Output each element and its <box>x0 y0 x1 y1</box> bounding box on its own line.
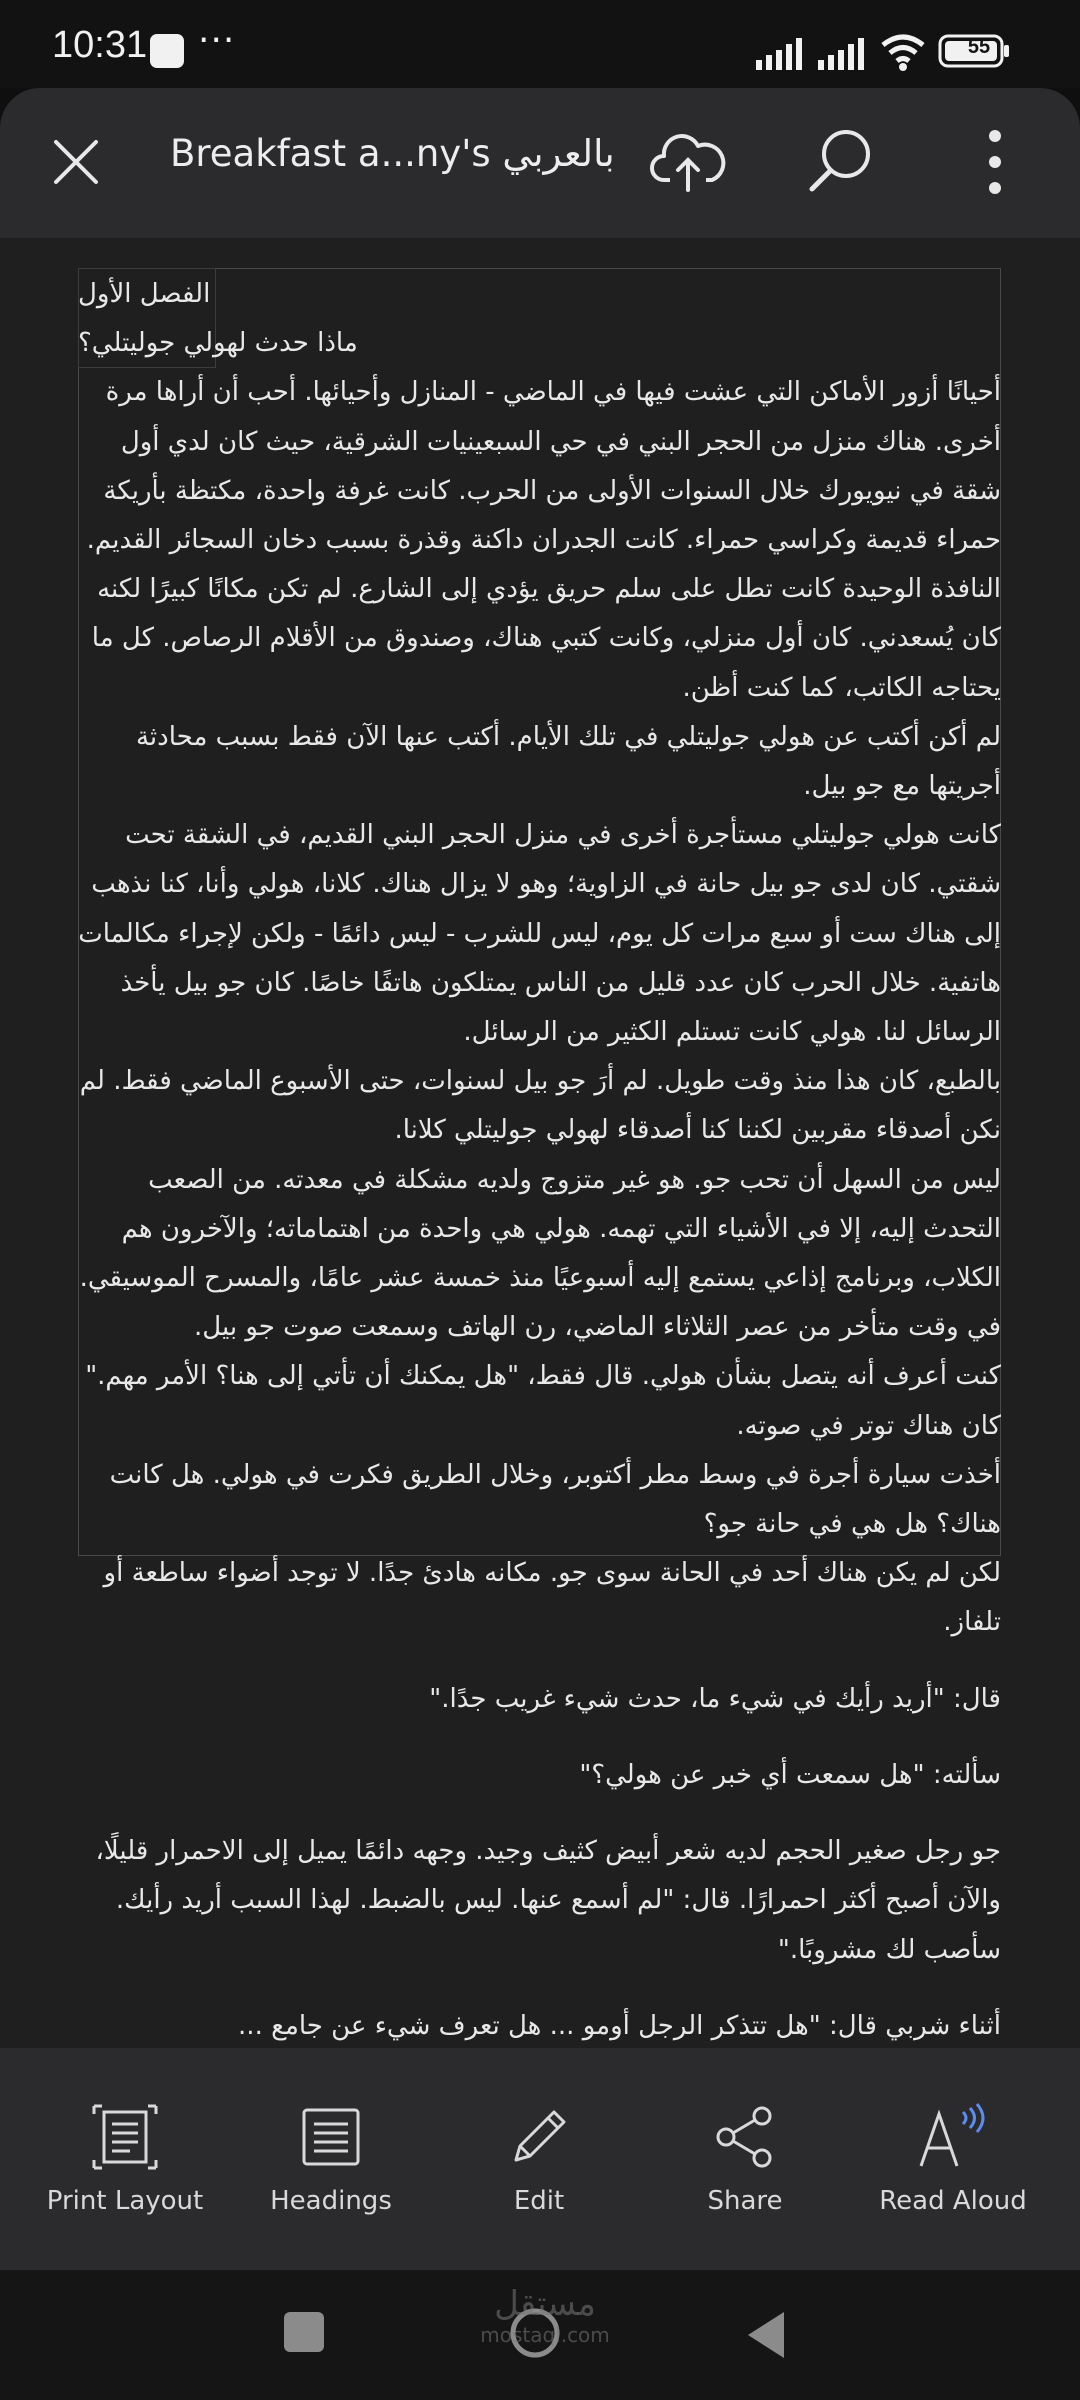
pencil-icon <box>506 2104 572 2170</box>
paragraph: أثناء شربي قال: "هل تتذكر الرجل أومو ... هل تعرف شيء عن جامع ... <box>238 2010 1001 2041</box>
wifi-icon <box>880 32 926 72</box>
paragraph: لم أكن أكتب عن هولي جوليتلي في تلك الأيام. أكتب عنها الآن فقط بسبب محادثة أجريتها مع جو بيل. <box>135 721 1001 802</box>
print-layout-button[interactable] <box>25 2104 225 2244</box>
paragraph: جو رجل صغير الحجم لديه شعر أبيض كثيف وجيد. وجهه دائمًا يميل إلى الاحمرار قليلًا، والآن أصبح أكثر احمرارًا. قال: "لم أسمع عنها. ليس بالضبط. لهذا السبب أريد رأيك. سأصب لك مشروبًا." <box>95 1836 1001 1965</box>
paragraph: قال: "أريد رأيك في شيء ما، حدث شيء غريب جدًا." <box>429 1683 1001 1714</box>
more-vert-icon[interactable] <box>980 128 1010 196</box>
paragraph: لكن لم يكن هناك أحد في الحانة سوى جو. مكانه هادئ جدًا. لا توجد أضواء ساطعة أو تلفاز. <box>103 1558 1001 1638</box>
back-button[interactable] <box>744 2310 788 2360</box>
cloud-upload-icon[interactable] <box>650 128 726 194</box>
recents-button[interactable] <box>284 2312 324 2352</box>
edit-label: Edit <box>513 2186 565 2216</box>
signal-icon <box>756 38 808 70</box>
share-button[interactable] <box>645 2104 845 2244</box>
read-aloud-button[interactable] <box>853 2104 1053 2244</box>
print-layout-label: Print Layout <box>46 2186 204 2216</box>
print-layout-icon <box>92 2104 158 2170</box>
document-content[interactable] <box>0 238 1080 2048</box>
edit-button[interactable] <box>439 2104 639 2244</box>
share-label: Share <box>707 2186 783 2216</box>
chapter-heading: الفصل الأول <box>78 279 211 309</box>
read-aloud-icon <box>915 2104 991 2170</box>
app-bar <box>0 88 1080 238</box>
status-time: 10:31 <box>52 24 148 66</box>
paragraph: في وقت متأخر من عصر الثلاثاء الماضي، رن الهاتف وسمعت صوت جو بيل. <box>194 1312 1001 1343</box>
watermark-logo: مستقل mostaql.com <box>480 2284 610 2347</box>
headings-icon <box>298 2104 364 2170</box>
paragraph: كنت أعرف أنه يتصل بشأن هولي. قال فقط، "هل يمكنك أن تأتي إلى هنا؟ الأمر مهم." كان هناك توتر في صوته. <box>85 1361 1001 1441</box>
search-icon[interactable] <box>806 126 876 196</box>
headings-button[interactable] <box>231 2104 431 2244</box>
read-aloud-label: Read Aloud <box>879 2186 1027 2216</box>
paragraph: سألته: "هل سمعت أي خبر عن هولي؟" <box>579 1759 1001 1790</box>
paragraph: بالطبع، كان هذا منذ وقت طويل. لم أرَ جو بيل لسنوات، حتى الأسبوع الماضي فقط. لم نكن أصدقاء مقربين لكننا كنا أصدقاء لهولي جوليتلي كلانا. <box>79 1066 1001 1146</box>
headings-label: Headings <box>270 2186 392 2216</box>
paragraph: ليس من السهل أن تحب جو. هو غير متزوج ولديه مشكلة في معدته. من الصعب التحدث إليه، إلا في الأشياء التي تهمه. هولي هي واحدة من اهتماماته؛ والآخرون هم الكلاب، وبرنامج إذاعي يستمع إليه أسبوعيًا منذ خمسة عشر عامًا، والمسرح الموسيقي. <box>79 1164 1001 1294</box>
notification-app-icon <box>150 34 184 68</box>
bottom-toolbar <box>0 2048 1080 2270</box>
status-bar <box>0 0 1080 88</box>
more-notifications-icon: ··· <box>198 20 236 61</box>
chapter-subtitle: ماذا حدث لهولي جوليتلي؟ <box>78 328 358 359</box>
close-icon[interactable] <box>52 138 100 186</box>
document-text[interactable] <box>78 270 1001 2051</box>
share-icon <box>712 2104 778 2170</box>
paragraph: كانت هولي جوليتلي مستأجرة أخرى في منزل الحجر البني القديم، في الشقة تحت شقتي. كان لدى جو بيل حانة في الزاوية؛ وهو لا يزال هناك. كلانا، هولي وأنا، كنا نذهب إلى هناك ست أو سبع مرات كل يوم، ليس للشرب - ليس دائمًا - ولكن لإجراء مكالمات هاتفية. خلال الحرب كان عدد قليل من الناس يمتلكون هاتفًا خاصًا. كان جو بيل يأخذ الرسائل لنا. هولي كانت تستلم الكثير من الرسائل. <box>78 820 1001 1048</box>
paragraph: أحيانًا أزور الأماكن التي عشت فيها في الماضي - المنازل وأحيائها. أحب أن أراها مرة أخرى. هناك منزل من الحجر البني في حي السبعينيات الشرقية، حيث كان لدي أول شقة في نيويورك خلال السنوات الأولى من الحرب. كانت غرفة واحدة، مكتظة بأريكة حمراء قديمة وكراسي حمراء. كانت الجدران داكنة وقذرة بسبب دخان السجائر القديم. النافذة الوحيدة كانت تطل على سلم حريق يؤدي إلى الشارع. لم تكن مكانًا كبيرًا لكنه كان يُسعدني. كان أول منزلي، وكانت كتبي هناك، وصندوق من الأقلام الرصاص. كل ما يحتاجه الكاتب، كما كنت أظن. <box>86 377 1001 703</box>
signal-2-icon <box>818 38 870 70</box>
paragraph: أخذت سيارة أجرة في وسط مطر أكتوبر، وخلال الطريق فكرت في هولي. هل كانت هناك؟ هل هي في حانة جو؟ <box>109 1459 1001 1540</box>
system-nav-bar <box>0 2270 1080 2400</box>
document-title[interactable]: Breakfast a...ny's بالعربي <box>170 132 615 175</box>
battery-level: 55 <box>967 36 991 58</box>
